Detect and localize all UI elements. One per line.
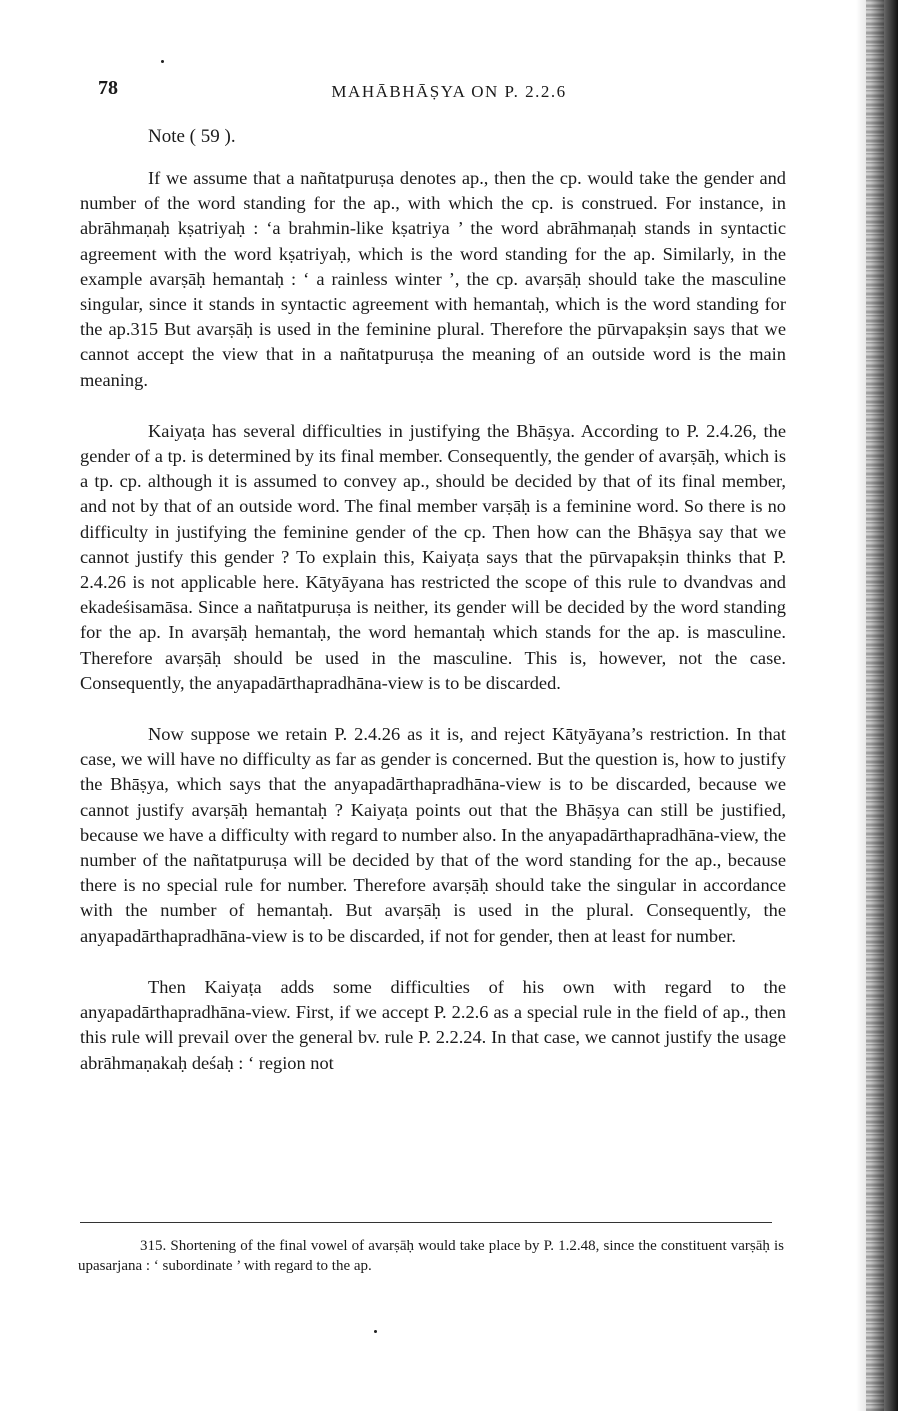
footnote-divider — [80, 1222, 772, 1223]
scan-speck — [161, 60, 164, 63]
paragraph: If we assume that a nañtatpuruṣa denotes ap., then the cp. would take the gender and number of the word standing for the ap., with which the cp. is construed. For instance, in abrāhmaṇaḥ kṣatriyaḥ : ‘a brahmin-like kṣatriya ’ the word abrāhmaṇaḥ stands in syntactic agreement with the word kṣatriyaḥ, which is the word standing for the ap. Similarly, in the example avarṣāḥ hemantaḥ : ‘ a rainless winter ’, the cp. avarṣāḥ should take the masculine singular, since it stands in syntactic agreement with hemantaḥ, which is the word standing for the ap.315 But avarṣāḥ is used in the feminine plural. Therefore the pūrvapakṣin says that we cannot accept the view that in a nañtatpuruṣa the meaning of an outside word is the main meaning. — [80, 168, 786, 390]
scan-speck — [374, 1330, 377, 1333]
binding-edge-shadow — [856, 0, 898, 1411]
body-text — [80, 166, 786, 1076]
note-heading: Note ( 59 ). — [148, 126, 236, 147]
footnote: 315. Shortening of the final vowel of avarṣāḥ would take place by P. 1.2.48, since the constituent varṣāḥ is upasarjana : ‘ subordinate ’ with regard to the ap. — [78, 1238, 784, 1274]
paragraph: Then Kaiyaṭa adds some difficulties of his own with regard to the anyapadārthapradhāna-view. First, if we accept P. 2.2.6 as a special rule in the field of ap., then this rule will prevail over the general bv. rule P. 2.2.24. In that case, we cannot justify the usage abrāhmaṇakaḥ deśaḥ : ‘ region not — [80, 976, 786, 1073]
paragraph: Kaiyaṭa has several difficulties in justifying the Bhāṣya. According to P. 2.4.26, the gender of a tp. is determined by its final member. Consequently, the gender of avarṣāḥ, which is a tp. cp. although it is assumed to convey ap., should be decided by that of its final member, and not by that of an outside word. The final member varṣāḥ is a feminine word. So there is no difficulty in justifying the feminine gender of the cp. Then how can the Bhāṣya say that we cannot justify this gender ? To explain this, Kaiyaṭa says that the pūrvapakṣin thinks that P. 2.4.26 is not applicable here. Kātyāyana has restricted the scope of this rule to dvandvas and ekadeśisamāsa. Since a nañtatpuruṣa is neither, its gender will be decided by the word standing for the ap. In avarṣāḥ hemantaḥ, the word hemantaḥ which stands for the ap. is masculine. Therefore avarṣāḥ should be used in the masculine. This is, however, not the case. Consequently, the anyapadārthapradhāna-view is to be discarded. — [80, 420, 786, 693]
running-title: MAHĀBHĀṢYA ON P. 2.2.6 — [331, 82, 567, 101]
paragraph: Now suppose we retain P. 2.4.26 as it is, and reject Kātyāyana’s restriction. In that case, we will have no difficulty as far as gender is concerned. But the question is, how to justify the Bhāṣya, which says that the anyapadārthapradhāna-view is to be discarded, because we cannot justify avarṣāḥ hemantaḥ ? Kaiyaṭa points out that the Bhāṣya can still be justified, because we have a difficulty with regard to number also. In the anyapadārthapradhāna-view, the number of the nañtatpuruṣa will be decided by that of the word standing for the ap., because there is no special rule for number. Therefore avarṣāḥ should take the singular in accordance with the number of hemantaḥ. But avarṣāḥ is used in the plural. Consequently, the anyapadārthapradhāna-view is to be discarded, if not for gender, then at least for number. — [80, 724, 786, 946]
page-number: 78 — [98, 77, 118, 99]
